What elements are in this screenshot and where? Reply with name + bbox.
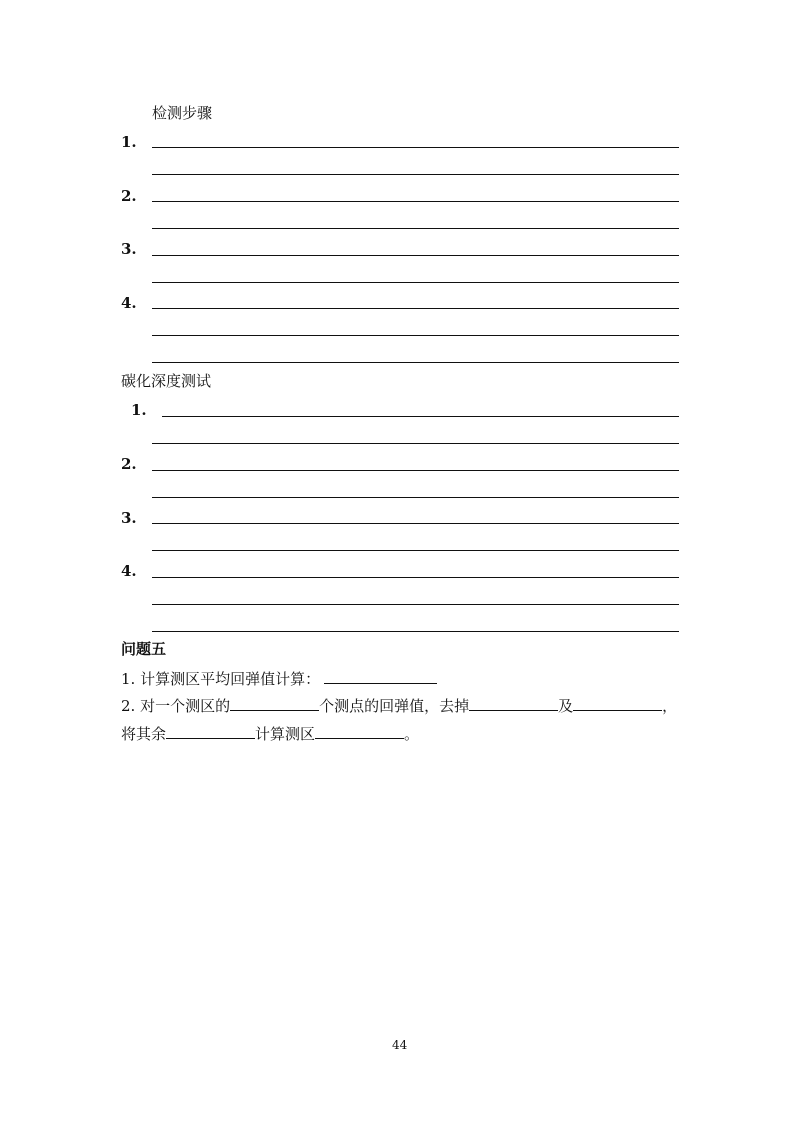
answer-line	[152, 523, 679, 524]
answer-line	[152, 308, 679, 309]
step-number-2: 2.	[121, 187, 137, 205]
question-2-text-part1: 2. 对一个测区的	[121, 697, 231, 715]
question-1-text: 1. 计算测区平均回弹值计算：	[121, 670, 321, 688]
question-2-line2-part2: 计算测区	[255, 725, 316, 743]
fill-blank	[573, 695, 662, 711]
answer-line	[152, 631, 679, 632]
answer-line	[152, 174, 679, 175]
test-number-4: 4.	[121, 562, 137, 580]
fill-blank	[230, 695, 319, 711]
answer-line	[152, 604, 679, 605]
answer-line	[152, 443, 679, 444]
section-heading-carbonation-test: 碳化深度测试	[121, 372, 212, 390]
question-2-line2-part3: 。	[404, 725, 420, 743]
answer-line	[162, 416, 679, 417]
question-2-text-part2: 个测点的回弹值，去掉	[319, 697, 470, 715]
answer-line	[152, 201, 679, 202]
section-heading-question-five: 问题五	[121, 640, 167, 658]
answer-line	[152, 282, 679, 283]
step-number-3: 3.	[121, 240, 137, 258]
answer-line	[152, 550, 679, 551]
fill-blank	[469, 695, 558, 711]
question-2-line-2	[121, 723, 419, 743]
answer-line	[152, 228, 679, 229]
answer-line	[152, 255, 679, 256]
answer-line	[152, 362, 679, 363]
fill-blank	[166, 723, 255, 739]
test-number-1: 1.	[131, 401, 147, 419]
fill-blank	[315, 723, 404, 739]
page-number: 44	[392, 1038, 408, 1052]
test-number-3: 3.	[121, 509, 137, 527]
question-2-text-part4: ，	[662, 697, 678, 715]
question-2-line-1	[121, 695, 677, 715]
fill-blank	[324, 668, 437, 684]
answer-line	[152, 577, 679, 578]
question-1	[121, 668, 437, 688]
step-number-4: 4.	[121, 294, 137, 312]
answer-line	[152, 470, 679, 471]
answer-line	[152, 335, 679, 336]
test-number-2: 2.	[121, 455, 137, 473]
question-2-text-part3: 及	[558, 697, 574, 715]
answer-line	[152, 147, 679, 148]
section-heading-inspection-steps: 检测步骤	[152, 104, 213, 122]
question-2-line2-part1: 将其余	[121, 725, 167, 743]
answer-line	[152, 497, 679, 498]
step-number-1: 1.	[121, 133, 137, 151]
